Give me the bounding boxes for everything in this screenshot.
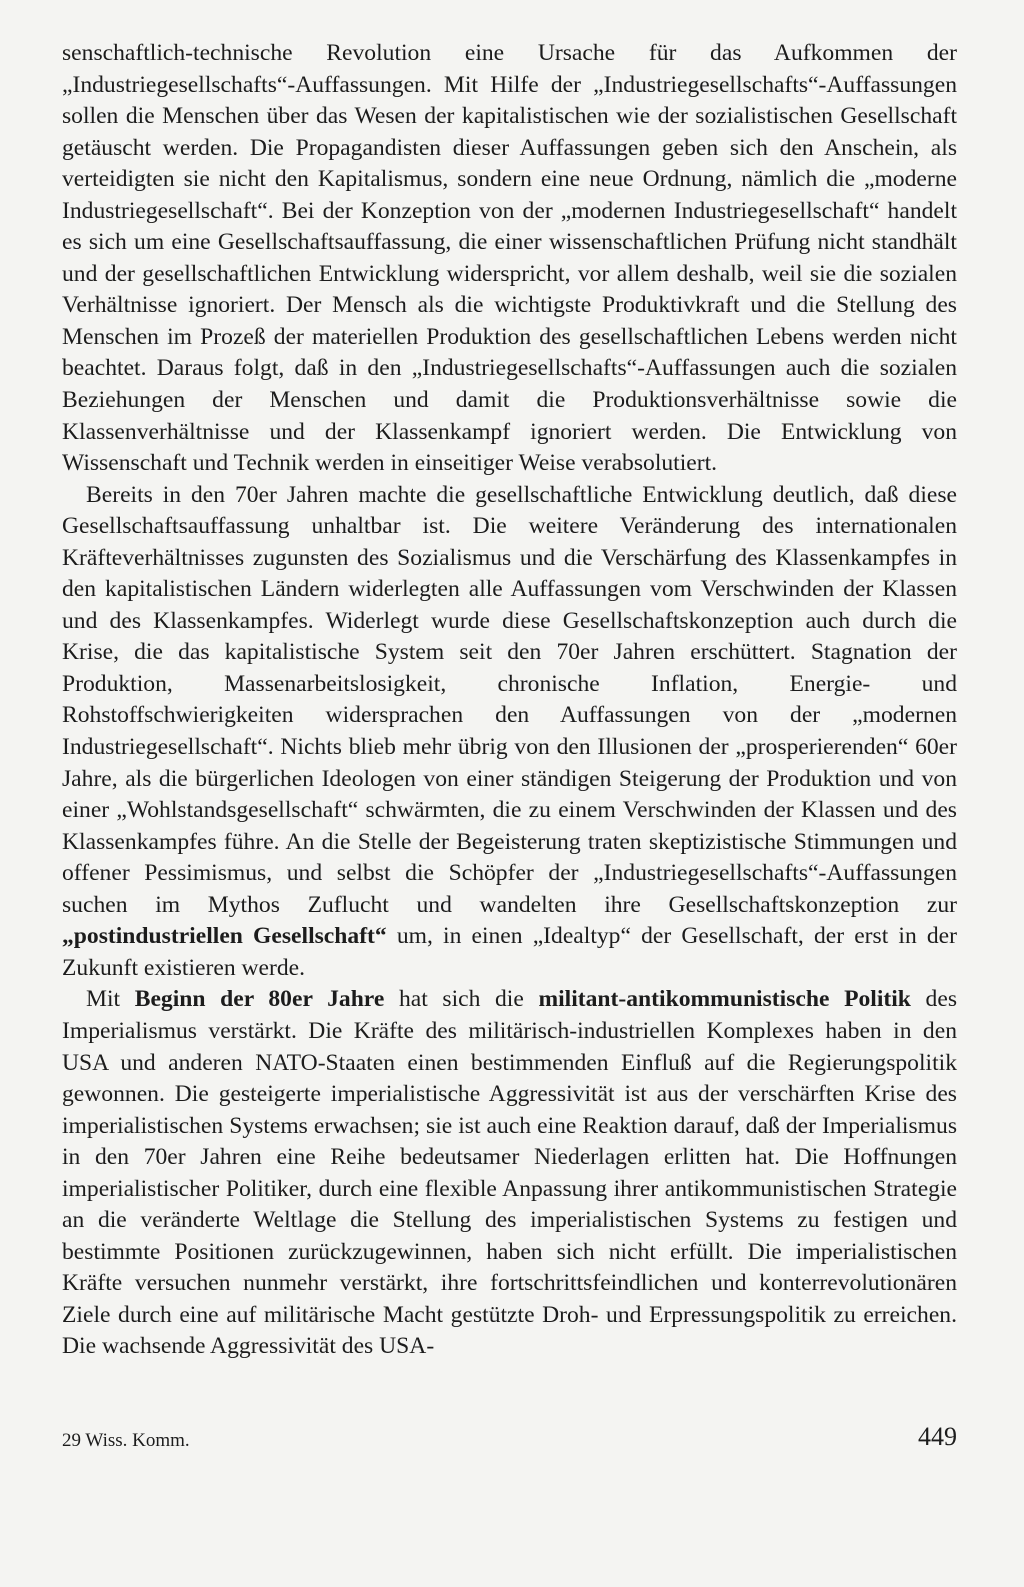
emphasized-text: „postindustriellen Gesellschaft“: [62, 923, 387, 950]
printer-signature: 29 Wiss. Komm.: [62, 1430, 190, 1451]
page-body: [62, 38, 957, 1363]
paragraph-1: [62, 38, 957, 480]
text-segment: Bereits in den 70er Jahren machte die gesellschaftliche Entwicklung deutlich, daß diese Gesellschaftsauffassung unhaltbar ist. Die weitere Veränderung des internationalen Kräfteverhältnisses zugunsten des Sozialismus und die Verschärfung des Klassenkampfes in den kapitalistischen Ländern widerlegten alle Auffassungen vom Verschwinden der Klassen und des Klassenkampfes. Widerlegt wurde diese Gesellschaftskonzeption auch durch die Krise, die das kapitalistische System seit den 70er Jahren erschüttert. Stagnation der Produktion, Massenarbeitslosigkeit, chronische Inflation, Energie- und Rohstoffschwierigkeiten widersprachen den Auffassungen von der „modernen Industriegesellschaft“. Nichts blieb mehr übrig von den Illusionen der „prosperierenden“ 60er Jahre, als die bürgerlichen Ideologen von einer ständigen Steigerung der Produktion und von einer „Wohlstandsgesellschaft“ schwärmten, die zu einem Verschwinden der Klassen und des Klassenkampfes führe. An die Stelle der Begeisterung traten skeptizistische Stimmungen und offener Pessimismus, und selbst die Schöpfer der „Industriegesellschafts“-Auffassungen suchen im Mythos Zuflucht und wandelten ihre Gesellschaftskonzeption zur: [62, 481, 957, 918]
paragraph-2: [62, 480, 957, 985]
page-footer: [62, 1422, 957, 1462]
paragraph-3: [62, 984, 957, 1363]
text-segment: um, in einen „Idealtyp“ der Gesellschaft, der erst in der Zukunft existieren werde.: [62, 923, 957, 981]
emphasized-text: Beginn der 80er Jahre: [134, 986, 385, 1013]
text-segment: des Imperialismus verstärkt. Die Kräfte des militärisch-industriellen Komplexes haben in den USA und anderen NATO-Staaten einen bestimmenden Einfluß auf die Regierungspolitik gewonnen. Die gesteigerte imperialistische Aggressivität ist aus der verschärften Krise des imperialistischen Systems erwachsen; sie ist auch eine Reaktion darauf, daß der Imperialismus in den 70er Jahren eine Reihe bedeutsamer Niederlagen erlitten hat. Die Hoffnungen imperialistischer Politiker, durch eine flexible Anpassung ihrer antikommunistischen Strategie an die veränderte Weltlage die Stellung des imperialistischen Systems zu festigen und bestimmte Positionen zurückzugewinnen, haben sich nicht erfüllt. Die imperialistischen Kräfte versuchen nunmehr verstärkt, ihre fortschrittsfeindlichen und konterrevolutionären Ziele durch eine auf militärische Macht gestützte Droh- und Erpressungspolitik zu erreichen. Die wachsende Aggressivität des USA-: [62, 986, 958, 1360]
page-number: 449: [918, 1422, 957, 1451]
text-segment: hat sich die: [384, 986, 539, 1013]
text-segment: senschaftlich-technische Revolution eine Ursache für das Aufkommen der „Industriegesellschafts“-Auffassungen. Mit Hilfe der „Industriegesellschafts“-Auffassungen sollen die Menschen über das Wesen der kapitalistischen wie der sozialistischen Gesellschaft getäuscht werden. Die Propagandisten dieser Auffassungen geben sich den Anschein, als verteidigten sie nicht den Kapitalismus, sondern eine neue Ordnung, nämlich die „moderne Industriegesellschaft“. Bei der Konzeption von der „modernen Industriegesellschaft“ handelt es sich um eine Gesellschaftsauffassung, die einer wissenschaftlichen Prüfung nicht standhält und der gesellschaftlichen Entwicklung widerspricht, vor allem deshalb, weil sie die sozialen Verhältnisse ignoriert. Der Mensch als die wichtigste Produktivkraft und die Stellung des Menschen im Prozeß der materiellen Produktion des gesellschaftlichen Lebens werden nicht beachtet. Daraus folgt, daß in den „Industriegesellschafts“-Auffassungen auch die sozialen Beziehungen der Menschen und damit die Produktionsverhältnisse sowie die Klassenverhältnisse und der Klassenkampf ignoriert werden. Die Entwicklung von Wissenschaft und Technik werden in einseitiger Weise verabsolutiert.: [62, 40, 957, 477]
emphasized-text: militant-antikommunistische Politik: [538, 986, 911, 1013]
text-segment: Mit: [86, 986, 135, 1013]
